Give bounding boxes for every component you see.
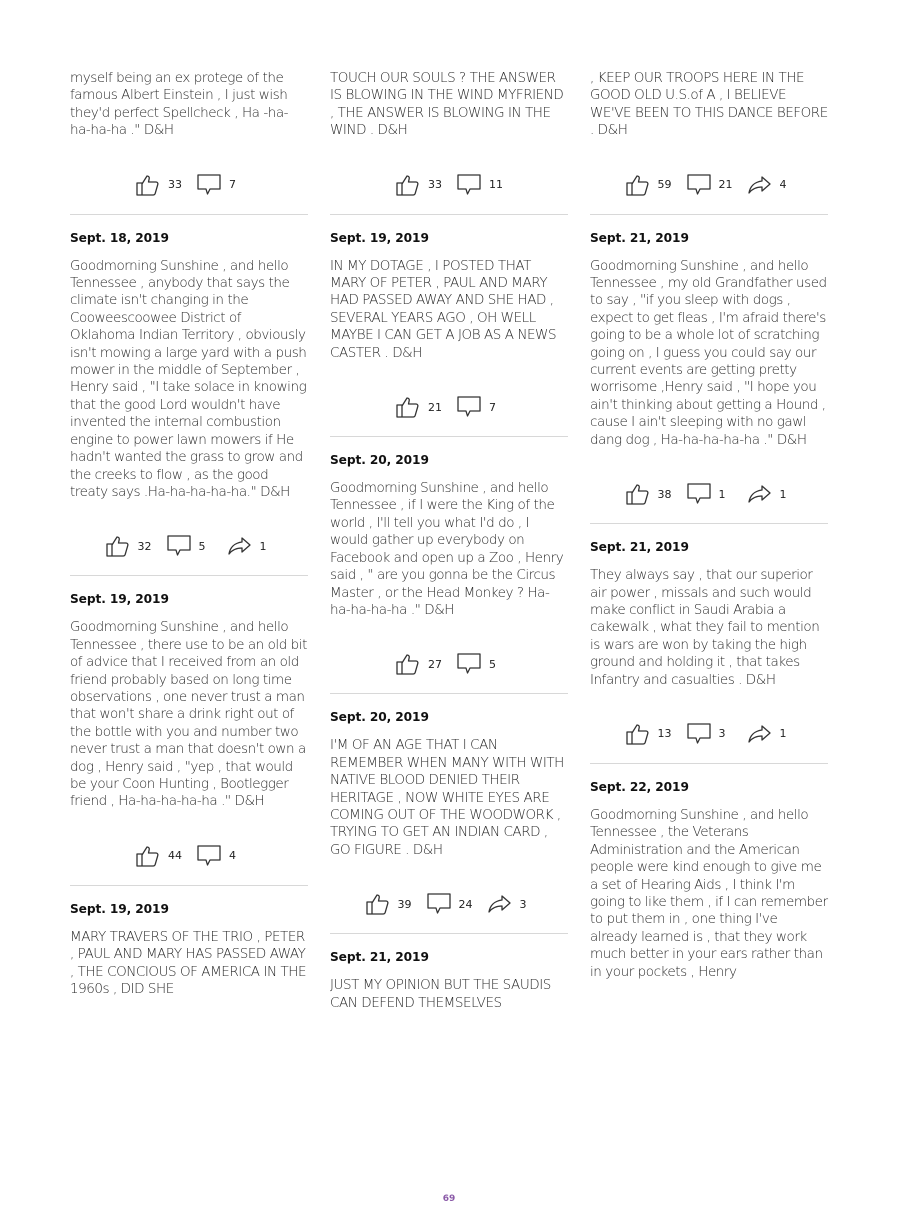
share-arrow-icon	[747, 722, 773, 746]
divider	[330, 693, 568, 694]
post-text: TOUCH OUR SOULS ? THE ANSWER IS BLOWING IN THE WIND MYFRIEND , THE ANSWER IS BLOWING IN THE WIND . D&H	[330, 70, 564, 139]
thumbs-up-icon	[135, 173, 161, 197]
post	[590, 780, 828, 981]
divider	[590, 523, 828, 524]
reaction-bar	[70, 843, 308, 869]
divider	[70, 885, 308, 886]
page-number: 69	[442, 1194, 456, 1204]
thumbs-up-icon	[625, 482, 651, 506]
comment-bubble-icon	[456, 173, 482, 197]
share-reaction[interactable]	[747, 722, 794, 746]
comment-count: 21	[718, 178, 733, 192]
post-date: Sept. 19, 2019	[330, 230, 429, 245]
like-count: 39	[397, 897, 412, 911]
post	[70, 902, 308, 999]
like-count: 33	[428, 178, 442, 192]
reaction-bar	[330, 394, 568, 420]
post-date: Sept. 20, 2019	[330, 453, 429, 468]
post-date: Sept. 18, 2019	[70, 230, 169, 245]
post-date: Sept. 22, 2019	[590, 779, 689, 794]
post-text: Goodmorning Sunshine , and hello Tennessee , if I were the King of the world , I'll tell you what I'd do , I would gather up everybody on Facebook and open up a Zoo , Henry said , " are you gonna be the Circus Master , or the Head Monkey ? Ha-ha-ha-ha-ha ." D&H	[330, 480, 564, 618]
comment-reaction[interactable]	[196, 844, 243, 868]
comment-bubble-icon	[166, 534, 192, 558]
comment-reaction[interactable]	[166, 534, 213, 558]
post	[590, 540, 828, 764]
post-date: Sept. 21, 2019	[590, 230, 689, 245]
comment-count: 7	[489, 400, 496, 414]
share-arrow-icon	[747, 173, 773, 197]
reaction-bar	[590, 172, 828, 198]
post-date: Sept. 19, 2019	[70, 592, 169, 607]
comment-reaction[interactable]	[686, 173, 733, 197]
share-arrow-icon	[747, 482, 773, 506]
share-count: 4	[779, 178, 787, 192]
comment-count: 4	[229, 849, 236, 863]
column-1	[70, 70, 308, 998]
comment-count: 24	[458, 897, 473, 911]
post	[330, 231, 568, 437]
comment-bubble-icon	[686, 482, 712, 506]
share-count: 1	[779, 487, 787, 501]
post-date: Sept. 21, 2019	[330, 950, 429, 965]
post	[330, 710, 568, 934]
share-reaction[interactable]	[487, 892, 534, 916]
share-count: 1	[259, 539, 267, 553]
divider	[330, 214, 568, 215]
comment-count: 5	[198, 539, 206, 553]
like-count: 32	[137, 539, 152, 553]
comment-count: 11	[489, 178, 503, 192]
comment-reaction[interactable]	[426, 892, 473, 916]
comment-reaction[interactable]	[456, 652, 503, 676]
like-count: 13	[657, 727, 672, 741]
thumbs-up-icon	[395, 652, 421, 676]
reaction-bar	[590, 721, 828, 747]
like-reaction[interactable]	[395, 652, 442, 676]
post	[590, 231, 828, 524]
post	[330, 950, 568, 1012]
share-count: 3	[519, 897, 527, 911]
comment-bubble-icon	[686, 722, 712, 746]
share-reaction[interactable]	[747, 173, 794, 197]
comment-bubble-icon	[196, 844, 222, 868]
like-reaction[interactable]	[395, 173, 442, 197]
post-text: , KEEP OUR TROOPS HERE IN THE GOOD OLD U.S.of A , I BELIEVE WE'VE BEEN TO THIS DANCE BEFORE . D&H	[590, 70, 828, 139]
post-text: Goodmorning Sunshine , and hello Tennessee , anybody that says the climate isn't changing in the Cooweescoowee District of Oklahoma Indian Territory , obviously isn't mowing a large yard with a push mower in the middle of September , Henry said , "I take solace in knowing that the good Lord wouldn't have invented the internal combustion engine to power lawn mowers if He hadn't wanted the grass to grow and the creeks to flow , as the good treaty says .Ha-ha-ha-ha-ha." D&H	[70, 257, 307, 500]
comment-count: 7	[229, 178, 236, 192]
comment-reaction[interactable]	[456, 395, 503, 419]
post-text: Goodmorning Sunshine , and hello Tennessee , there use to be an old bit of advice that I received from an old friend probably based on long time observations , one never trust a man that won't share a drink right out of the bottle with you and number two never trust a man that doesn't own a dog , Henry said , "yep , that would be your Coon Hunting , Bootlegger friend , Ha-ha-ha-ha-ha ." D&H	[70, 619, 307, 810]
divider	[70, 214, 308, 215]
thumbs-up-icon	[365, 892, 391, 916]
like-reaction[interactable]	[625, 173, 672, 197]
comment-count: 3	[718, 727, 726, 741]
post-text: JUST MY OPINION BUT THE SAUDIS CAN DEFEND THEMSELVES	[330, 977, 551, 1011]
comment-bubble-icon	[426, 892, 452, 916]
comment-count: 1	[718, 487, 726, 501]
share-arrow-icon	[487, 892, 513, 916]
like-reaction[interactable]	[395, 395, 442, 419]
comment-count: 5	[489, 657, 496, 671]
thumbs-up-icon	[395, 173, 421, 197]
post-text: I'M OF AN AGE THAT I CAN REMEMBER WHEN MANY WITH WITH NATIVE BLOOD DENIED THEIR HERITAGE , NOW WHITE EYES ARE COMING OUT OF THE WOODWORK , TRYING TO GET AN INDIAN CARD , GO FIGURE . D&H	[330, 737, 564, 858]
post-text: Goodmorning Sunshine , and hello Tennessee , the Veterans Administration and the American people were kind enough to give me a set of Hearing Aids , I think I'm going to like them , if I can remember to put them in , one thing I've already learned is , that they work much better in your ears rather than in your pockets , Henry	[590, 806, 828, 980]
post-text: MARY TRAVERS OF THE TRIO , PETER , PAUL AND MARY HAS PASSED AWAY , THE CONCIOUS OF AMERICA IN THE 1960s , DID SHE	[70, 928, 307, 997]
comment-bubble-icon	[686, 173, 712, 197]
comment-reaction[interactable]	[686, 722, 733, 746]
thumbs-up-icon	[395, 395, 421, 419]
share-count: 1	[779, 727, 787, 741]
post	[70, 231, 308, 577]
like-reaction[interactable]	[625, 722, 672, 746]
reaction-bar	[330, 172, 568, 198]
post-text: Goodmorning Sunshine , and hello Tennessee , my old Grandfather used to say , "if you sleep with dogs , expect to get fleas , I'm afraid there's going to be a whole lot of scratching going on , I guess you could say our current events are getting pretty worrisome ,Henry said , "I hope you ain't thinking about getting a Hound , cause I ain't sleeping with no gawl dang dog , Ha-ha-ha-ha-ha ." D&H	[590, 257, 827, 448]
like-count: 44	[168, 849, 182, 863]
thumbs-up-icon	[625, 722, 651, 746]
reaction-bar	[590, 481, 828, 507]
like-reaction[interactable]	[135, 173, 182, 197]
thumbs-up-icon	[625, 173, 651, 197]
divider	[590, 763, 828, 764]
share-reaction[interactable]	[227, 534, 274, 558]
post-text: They always say , that our superior air power , missals and such would make conflict in Saudi Arabia a cakewalk , what they fail to mention is wars are won by taking the high ground and holding it , that takes Infantry and casualties . D&H	[590, 567, 820, 688]
comment-bubble-icon	[196, 173, 222, 197]
like-count: 38	[657, 487, 672, 501]
post	[330, 453, 568, 694]
reaction-bar	[330, 891, 568, 917]
divider	[330, 436, 568, 437]
like-reaction[interactable]	[105, 534, 152, 558]
like-count: 21	[428, 400, 442, 414]
divider	[330, 933, 568, 934]
column-2	[330, 70, 568, 1012]
post-date: Sept. 21, 2019	[590, 540, 689, 555]
like-count: 59	[657, 178, 672, 192]
comment-bubble-icon	[456, 395, 482, 419]
thumbs-up-icon	[105, 534, 131, 558]
post-date: Sept. 19, 2019	[70, 901, 169, 916]
divider	[70, 575, 308, 576]
like-count: 27	[428, 657, 442, 671]
comment-bubble-icon	[456, 652, 482, 676]
reaction-bar	[70, 172, 308, 198]
post-text: myself being an ex protege of the famous Albert Einstein , I just wish they'd perfect Spellcheck , Ha -ha-ha-ha-ha ." D&H	[70, 70, 289, 139]
share-reaction[interactable]	[747, 482, 794, 506]
post	[70, 592, 308, 885]
comment-reaction[interactable]	[686, 482, 733, 506]
thumbs-up-icon	[135, 844, 161, 868]
share-arrow-icon	[227, 534, 253, 558]
like-reaction[interactable]	[135, 844, 182, 868]
comment-reaction[interactable]	[196, 173, 243, 197]
post-text: IN MY DOTAGE , I POSTED THAT MARY OF PETER , PAUL AND MARY HAD PASSED AWAY AND SHE HAD , SEVERAL YEARS AGO , OH WELL MAYBE I CAN GET A JOB AS A NEWS CASTER . D&H	[330, 257, 557, 361]
post-date: Sept. 20, 2019	[330, 710, 429, 725]
divider	[590, 214, 828, 215]
like-reaction[interactable]	[365, 892, 412, 916]
column-3	[590, 70, 828, 981]
comment-reaction[interactable]	[456, 173, 503, 197]
like-count: 33	[168, 178, 182, 192]
like-reaction[interactable]	[625, 482, 672, 506]
reaction-bar	[330, 651, 568, 677]
reaction-bar	[70, 533, 308, 559]
